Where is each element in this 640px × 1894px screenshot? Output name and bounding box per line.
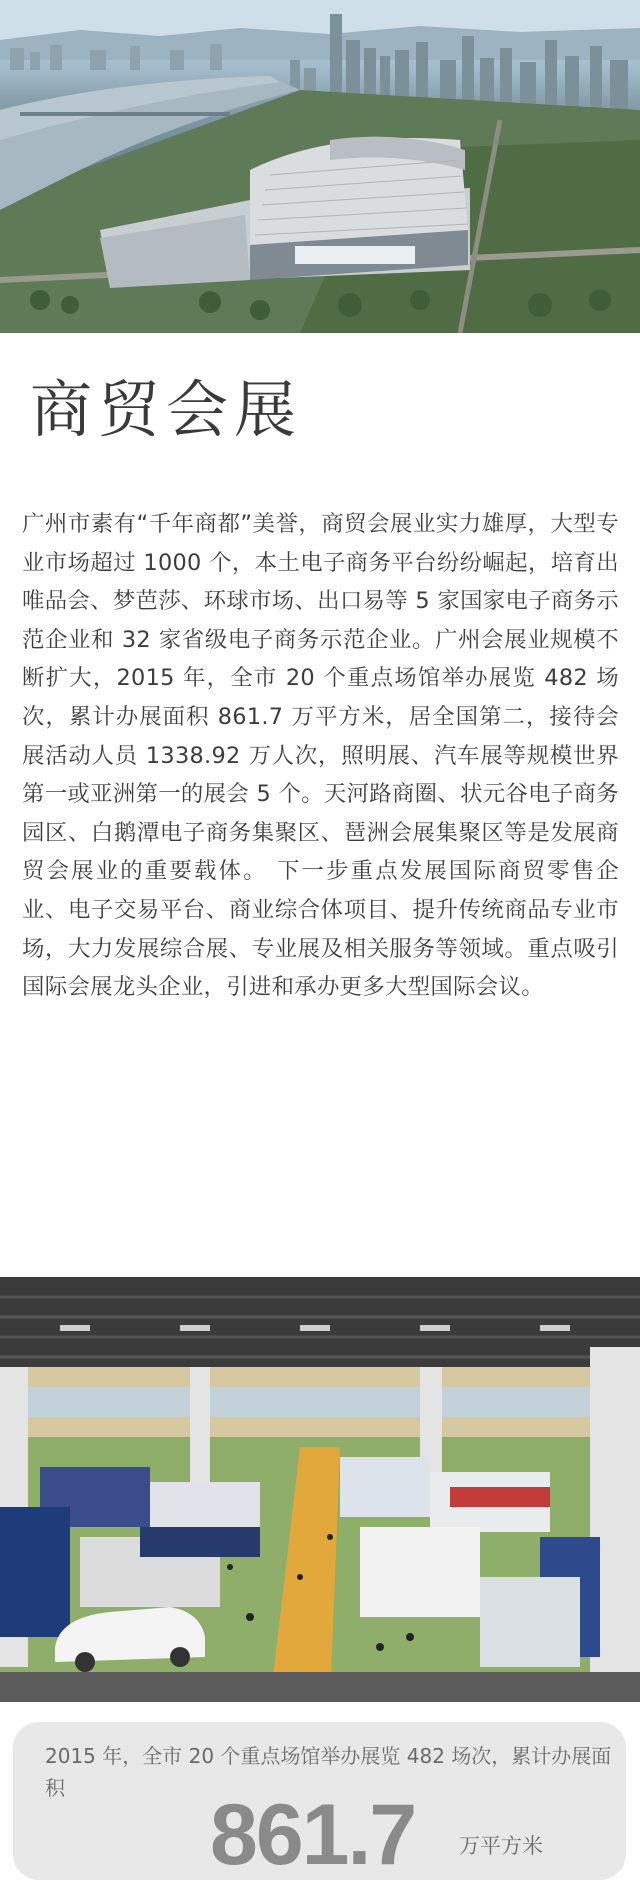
- hero-photo-aerial-exhibition-center: [0, 0, 640, 333]
- stats-value: 861.7: [210, 1787, 416, 1883]
- body-paragraph: 广州市素有“千年商都”美誉，商贸会展业实力雄厚，大型专业市场超过 1000 个，本土电子商务平台纷纷崛起，培育出唯品会、梦芭莎、环球市场、出口易等 5 家国家电子商务示范企业和 32 家省级电子商务示范企业。广州会展业规模不断扩大，2015 年，全市 20 个重点场馆举办展览 482 场次，累计办展面积 861.7 万平方米，居全国第二，接待会展活动人员 1338.92 万人次，照明展、汽车展等规模世界第一或亚洲第一的展会 5 个。天河路商圈、状元谷电子商务园区、白鹅潭电子商务集聚区、琶洲会展集聚区等是发展商贸会展业的重要载体。 下一步重点发展国际商贸零售企业、电子交易平台、商业综合体项目、提升传统商品专业市场，大力发展综合展、专业展及相关服务等领域。重点吸引国际会展龙头企业，引进和承办更多大型国际会议。: [22, 511, 619, 1001]
- exhibition-hall-photo: [0, 1277, 640, 1702]
- aerial-illustration: [0, 0, 640, 333]
- stats-box: [13, 1722, 626, 1883]
- stats-unit: 万平方米: [459, 1834, 543, 1858]
- hall-illustration: [0, 1277, 640, 1702]
- section-title: 商贸会展: [30, 373, 303, 446]
- stats-caption: 2015 年，全市 20 个重点场馆举办展览 482 场次，累计办展面积: [45, 1744, 612, 1800]
